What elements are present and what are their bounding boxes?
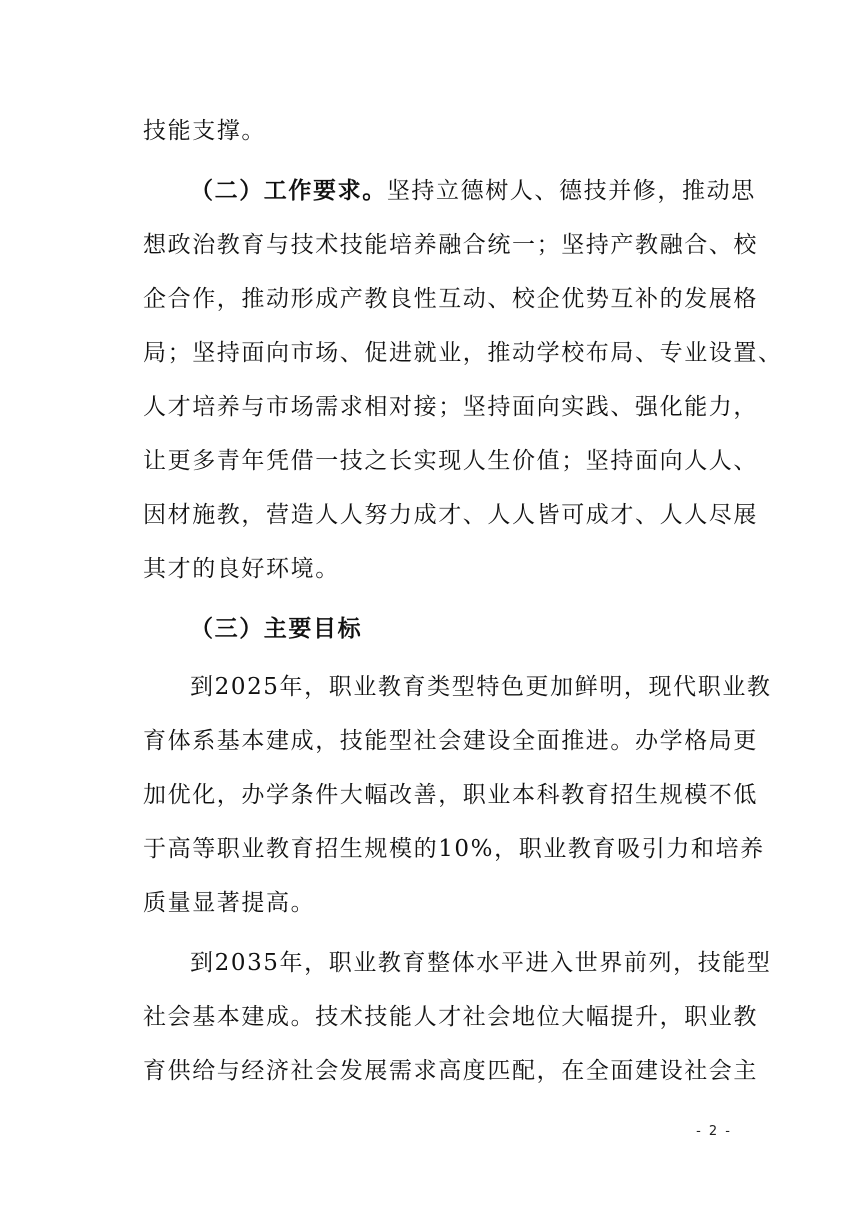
paragraph-line: 人才培养与市场需求相对接；坚持面向实践、强化能力， xyxy=(143,394,758,420)
section-2-first-line-text: 坚持立德树人、德技并修，推动思 xyxy=(386,178,756,204)
paragraph-line: 加优化，办学条件大幅改善，职业本科教育招生规模不低 xyxy=(143,782,758,808)
paragraph-line: 到2035年，职业教育整体水平进入世界前列，技能型 xyxy=(190,950,772,976)
paragraph-line: 技能支撑。 xyxy=(143,118,266,144)
section-2-heading: （二）工作要求。 xyxy=(190,177,387,204)
paragraph-line: 育体系基本建成，技能型社会建设全面推进。办学格局更 xyxy=(143,728,758,754)
paragraph-line: 局；坚持面向市场、促进就业，推动学校布局、专业设置、 xyxy=(143,340,783,366)
paragraph-line: 想政治教育与技术技能培养融合统一；坚持产教融合、校 xyxy=(143,232,758,258)
paragraph-line: 质量显著提高。 xyxy=(143,890,316,916)
paragraph-line: 让更多青年凭借一技之长实现人生价值；坚持面向人人、 xyxy=(143,448,758,474)
paragraph-line: 社会基本建成。技术技能人才社会地位大幅提升，职业教 xyxy=(143,1004,758,1030)
paragraph-line: 因材施教，营造人人努力成才、人人皆可成才、人人尽展 xyxy=(143,502,758,528)
paragraph-line: 企合作，推动形成产教良性互动、校企优势互补的发展格 xyxy=(143,286,758,312)
page-number: - 2 - xyxy=(696,1124,732,1139)
section-2-first-line xyxy=(190,176,756,206)
paragraph-line: 育供给与经济社会发展需求高度匹配，在全面建设社会主 xyxy=(143,1058,758,1084)
paragraph-line: 其才的良好环境。 xyxy=(143,556,340,582)
section-3-heading: （三）主要目标 xyxy=(190,615,363,642)
paragraph-line: 于高等职业教育招生规模的10%，职业教育吸引力和培养 xyxy=(143,836,765,862)
paragraph-line: 到2025年，职业教育类型特色更加鲜明，现代职业教 xyxy=(190,674,772,700)
